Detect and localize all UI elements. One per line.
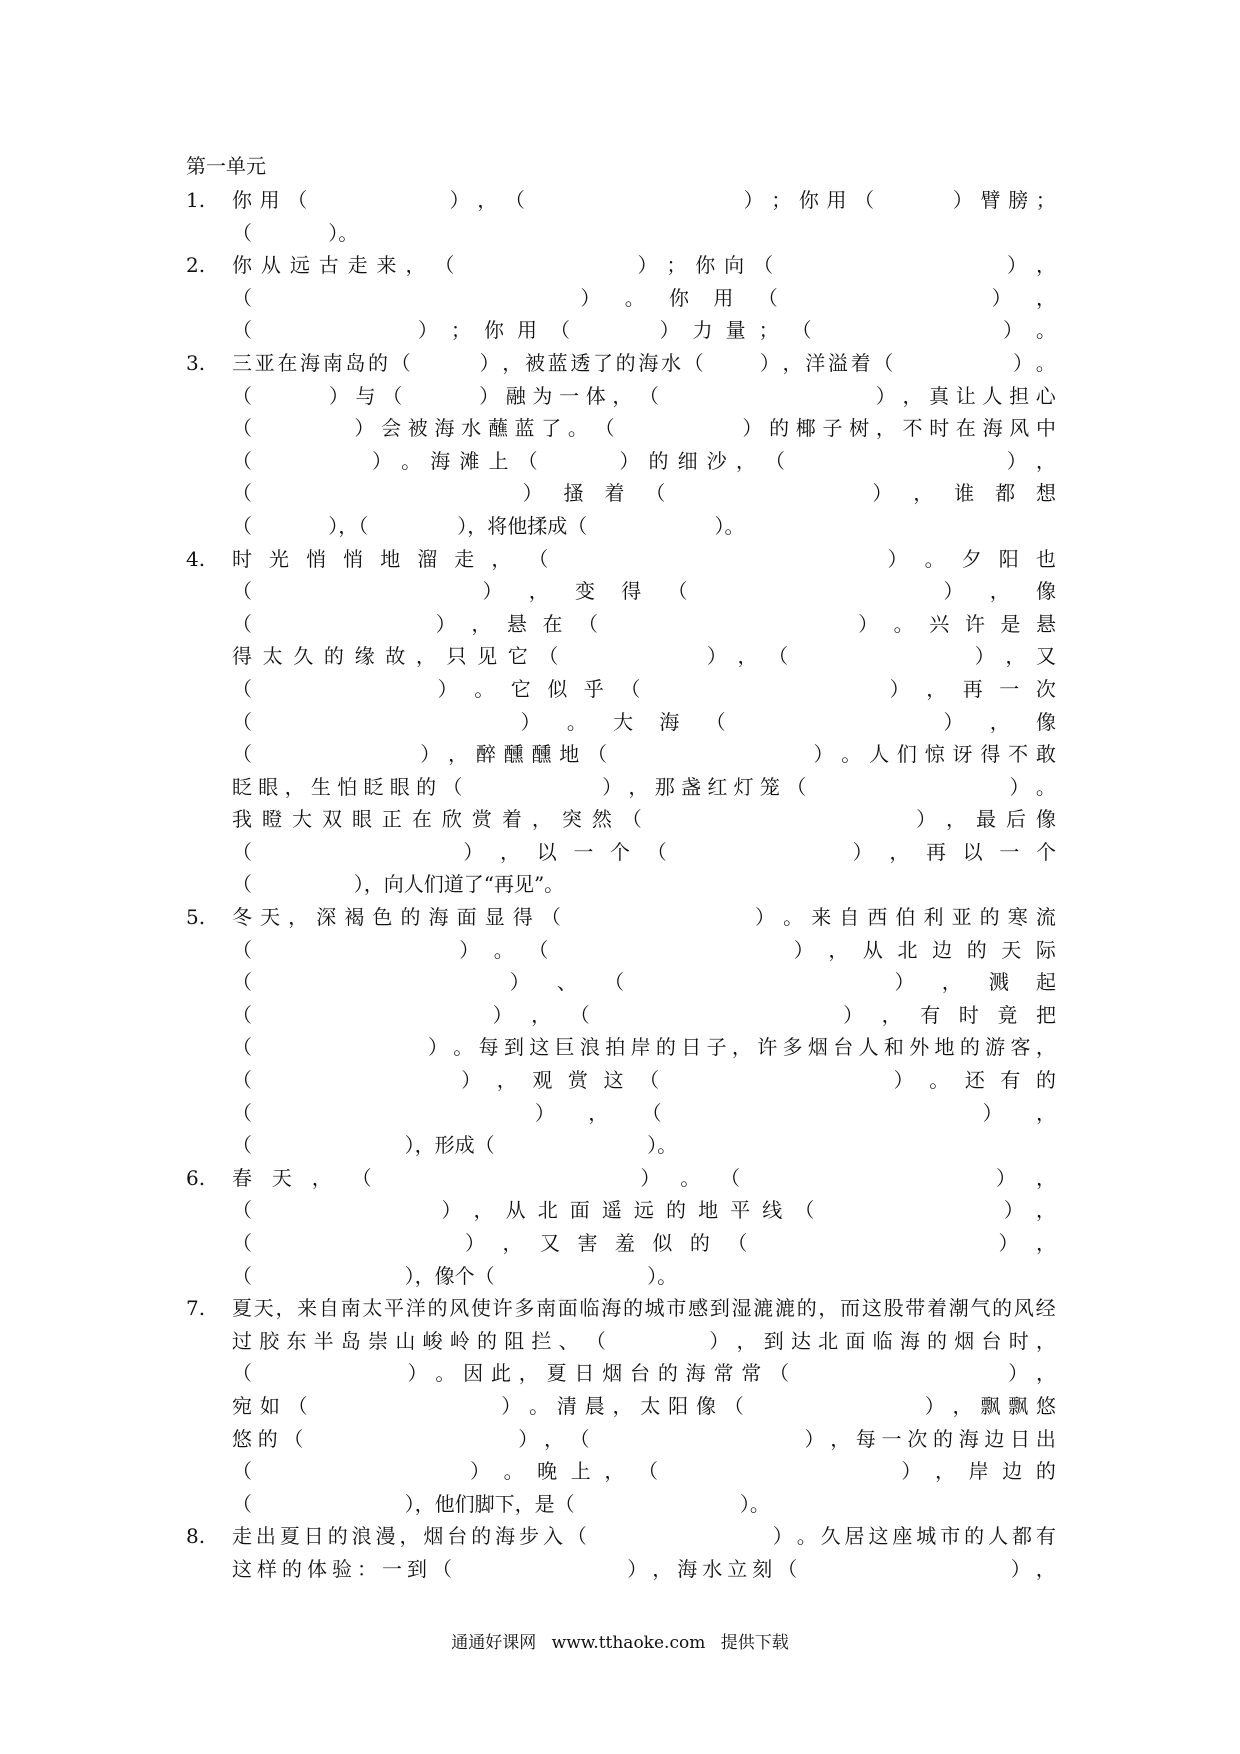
exercise-number: 7.	[186, 1296, 206, 1321]
exercise-line: 宛 如 （ ） 。 清 晨 ， 太 阳 像 （ ） ， 飘 飘 悠	[232, 1393, 1056, 1418]
exercise-line: 过 胶 东 半 岛 崇 山 峻 岭 的 阻 拦 、 （ ） ， 到 达 北 面 临 海 的 烟 台 时 ，	[232, 1328, 1056, 1353]
exercise-line: 春 天 ， （ ） 。 （ ） ，	[232, 1165, 1056, 1190]
exercise-number: 4.	[186, 546, 206, 571]
page-footer	[0, 1628, 1240, 1653]
exercise-line: 得 太 久 的 缘 故 ， 只 见 它 （ ） ， （ ） ， 又	[232, 644, 1056, 669]
exercise-line: （ ） 。 每 到 这 巨 浪 拍 岸 的 日 子 ， 许 多 烟 台 人 和 外 地 的 游 客 ，	[232, 1035, 1056, 1060]
exercise-body	[232, 1292, 1056, 1520]
exercise-body	[232, 901, 1056, 1162]
exercise-line: 走 出 夏 日 的 浪 漫 ， 烟 台 的 海 步 入 （ ） 。 久 居 这 座 城 市 的 人 都 有	[232, 1524, 1056, 1549]
exercise-line: （ ） 。 海 滩 上 （ ） 的 细 沙 ， （ ） ，	[232, 448, 1056, 473]
exercise-number: 5.	[186, 905, 206, 930]
exercise-line: （ ） ， 从 北 面 遥 远 的 地 平 线 （ ） ，	[232, 1198, 1056, 1223]
exercise-line: （ ） ， 又 害 羞 似 的 （ ） ，	[232, 1231, 1056, 1255]
exercise-body	[232, 543, 1056, 902]
exercise-line: （ ）。	[232, 220, 359, 245]
exercise-line: （ ），形成（ ）。	[232, 1133, 678, 1158]
exercise-line: （ ） 。 因 此 ， 夏 日 烟 台 的 海 常 常 （ ） ，	[232, 1361, 1056, 1386]
exercise-line: （ ） ， 以 一 个 （ ） ， 再 以 一 个	[232, 839, 1056, 864]
exercise-item	[186, 347, 1056, 543]
exercise-body	[232, 1520, 1056, 1585]
exercise-item	[186, 901, 1056, 1162]
exercise-line: 我 瞪 大 双 眼 正 在 欣 赏 着 ， 突 然 （ ） ， 最 后 像	[232, 807, 1056, 832]
exercise-line: （ ），像个（ ）。	[232, 1263, 678, 1288]
exercise-list	[186, 184, 1056, 1586]
exercise-body	[232, 1162, 1056, 1292]
exercise-line: 夏 天 ， 来 自 南 太 平 洋 的 风 使 许 多 南 面 临 海 的 城 市 感 到 湿 漉 漉 的 ， 而 这 股 带 着 潮 气 的 风 经	[232, 1296, 1056, 1321]
exercise-line: （ ） 。 （ ） ， 从 北 边 的 天 际	[232, 937, 1056, 962]
exercise-line: （ ） 。 你 用 （ ） ，	[232, 285, 1056, 310]
exercise-item	[186, 1292, 1056, 1520]
exercise-item	[186, 543, 1056, 902]
exercise-line: （ ） ， 悬 在 （ ） 。 兴 许 是 悬	[232, 611, 1056, 636]
exercise-line: 悠 的 （ ） ， （ ） ， 每 一 次 的 海 边 日 出	[232, 1426, 1056, 1451]
exercise-line: （ ） ， （ ） ， 有 时 竟 把	[232, 1002, 1056, 1027]
exercise-line: （ ） ， 观 赏 这 （ ） 。 还 有 的	[232, 1068, 1056, 1093]
exercise-number: 8.	[186, 1524, 206, 1549]
page-title: 第一单元	[186, 154, 266, 178]
exercise-body	[232, 347, 1056, 543]
exercise-item	[186, 184, 1056, 249]
exercise-line: （ ） ， 醉 醺 醺 地 （ ） 。 人 们 惊 讶 得 不 敢	[232, 742, 1056, 767]
exercise-line: （ ） ， （ ） ，	[232, 1100, 1056, 1125]
exercise-body	[232, 184, 1056, 249]
exercise-line: 你 用 （ ） ， （ ） ； 你 用 （ ） 臂 膀 ；	[232, 188, 1056, 212]
footer-url: www.tthaoke.com	[551, 1633, 706, 1653]
exercise-number: 3.	[186, 350, 206, 375]
exercise-line: 这 样 的 体 验 ： 一 到 （ ） ， 海 水 立 刻 （ ） ，	[232, 1556, 1056, 1581]
exercise-line: 眨 眼 ， 生 怕 眨 眼 的 （ ） ， 那 盏 红 灯 笼 （ ） 。	[232, 774, 1056, 799]
exercise-line: （ ） 、 （ ） ， 溅 起	[232, 970, 1056, 995]
exercise-line: （ ） 会 被 海 水 蘸 蓝 了 。 （ ） 的 椰 子 树 ， 不 时 在 海 风 中	[232, 416, 1056, 441]
exercise-item	[186, 1162, 1056, 1292]
footer-suffix: 提供下载	[720, 1633, 789, 1653]
exercise-line: （ ） ， 变 得 （ ） ， 像	[232, 579, 1056, 604]
exercise-item	[186, 1520, 1056, 1585]
exercise-body	[232, 249, 1056, 347]
footer-site: 通通好课网	[451, 1633, 537, 1653]
exercise-line: （ ） 搔 着 （ ） ， 谁 都 想	[232, 481, 1056, 506]
exercise-number: 2.	[186, 253, 206, 278]
exercise-line: 时 光 悄 悄 地 溜 走 ， （ ） 。 夕 阳 也	[232, 546, 1056, 571]
exercise-line: （ ） 。 它 似 乎 （ ） ， 再 一 次	[232, 676, 1056, 701]
exercise-line: 三 亚 在 海 南 岛 的 （ ） ， 被 蓝 透 了 的 海 水 （ ） ， 洋 溢 着 （ ） 。	[232, 350, 1056, 375]
exercise-line: （ ），向人们道了“再见”。	[232, 872, 565, 897]
exercise-number: 1.	[186, 188, 206, 212]
exercise-item	[186, 249, 1056, 347]
exercise-line: （ ） 。 大 海 （ ） ， 像	[232, 709, 1056, 734]
exercise-line: 你 从 远 古 走 来 ， （ ） ； 你 向 （ ） ，	[232, 253, 1056, 278]
exercise-line: （ ） 。 晚 上 ， （ ） ， 岸 边 的	[232, 1459, 1056, 1484]
exercise-line: （ ） 与 （ ） 融 为 一 体 ， （ ） ， 真 让 人 担 心	[232, 383, 1056, 408]
exercise-line: 冬 天 ， 深 褐 色 的 海 面 显 得 （ ） 。 来 自 西 伯 利 亚 的 寒 流	[232, 905, 1056, 930]
exercise-line: （ ），他们脚下，是（ ）。	[232, 1491, 770, 1516]
exercise-line: （ ） ； 你 用 （ ） 力 量 ； （ ） 。	[232, 318, 1056, 343]
exercise-line: （ ），（ ），将他揉成（ ）。	[232, 513, 745, 538]
exercise-number: 6.	[186, 1165, 206, 1190]
